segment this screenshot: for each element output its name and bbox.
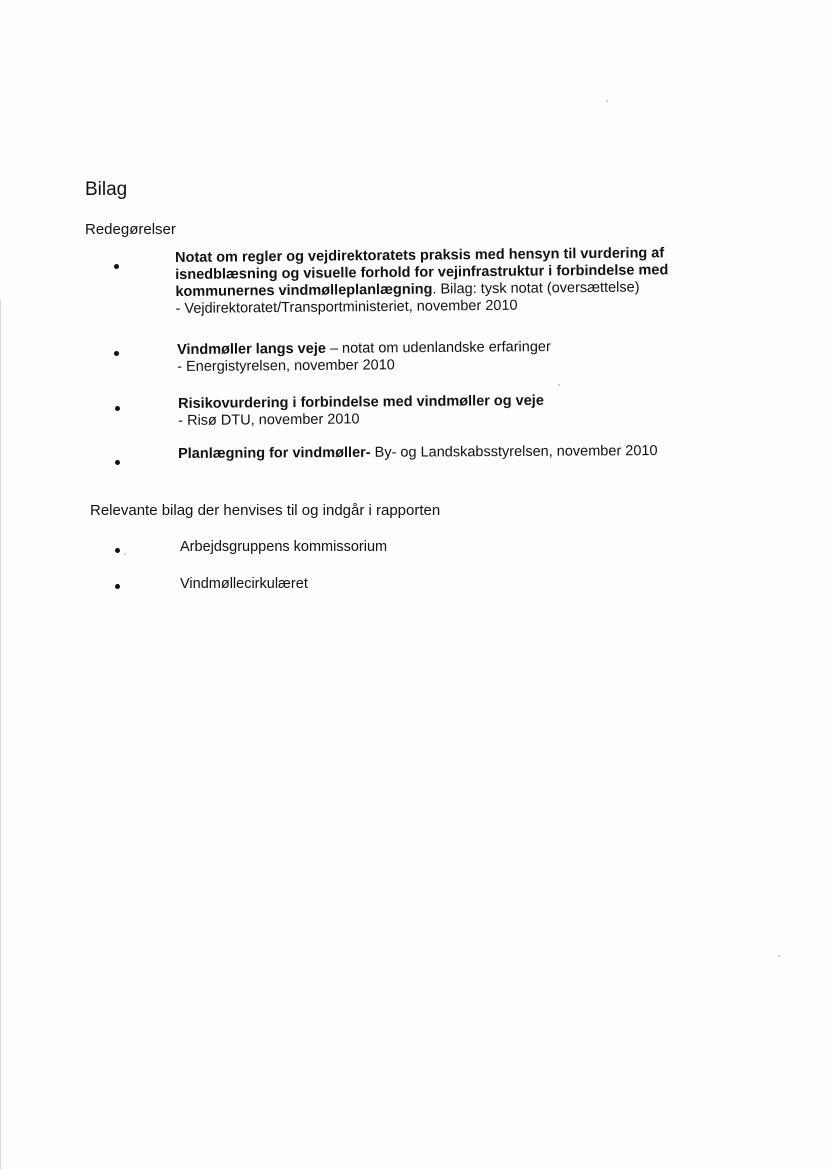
scan-speck [124,553,126,555]
item-title-line: Notat om regler og vejdirektoratets praksis med hensyn til vurdering af [175,245,665,266]
list-item [177,339,551,376]
bullet-icon [114,264,119,269]
page-heading: Bilag [85,179,128,200]
item-source: - Risø DTU, november 2010 [178,411,360,429]
bullet-icon [114,351,119,356]
section-title-redegoerelser: Redegørelser [85,221,176,238]
item-title: Risikovurdering i forbindelse med vindmøller og veje [178,392,544,412]
bullet-icon [115,548,120,553]
section-title-relevante-bilag: Relevante bilag der henvises til og indgår i rapporten [90,502,441,519]
bullet-icon [115,406,120,411]
scan-speck [606,100,608,102]
item-description: – notat om udenlandske erfaringer [325,339,551,357]
item-title-line: kommunernes vindmølleplanlægning [175,281,433,300]
item-source: - Energistyrelsen, november 2010 [177,357,395,375]
item-title: Planlægning for vindmøller- [178,444,371,462]
bullet-icon [115,460,120,465]
scan-speck [558,384,560,386]
scan-edge-line [0,300,1,1169]
list-item [175,245,669,318]
item-source: - Vejdirektoratet/Transportministeriet, november 2010 [175,297,518,317]
list-item: Arbejdsgruppens kommissorium [180,539,388,555]
bullet-icon [115,584,120,589]
scan-speck [778,955,780,957]
list-item: Vindmøllecirkulæret [180,576,308,592]
item-title: Vindmøller langs veje [177,340,326,358]
list-item [178,443,658,463]
list-item [178,393,544,430]
item-description: . Bilag: tysk notat (oversættelse) [432,279,640,298]
item-title-line: isnedblæsning og visuelle forhold for vejinfrastruktur i forbindelse med [175,262,669,283]
item-description: By- og Landskabsstyrelsen, november 2010 [370,443,658,461]
